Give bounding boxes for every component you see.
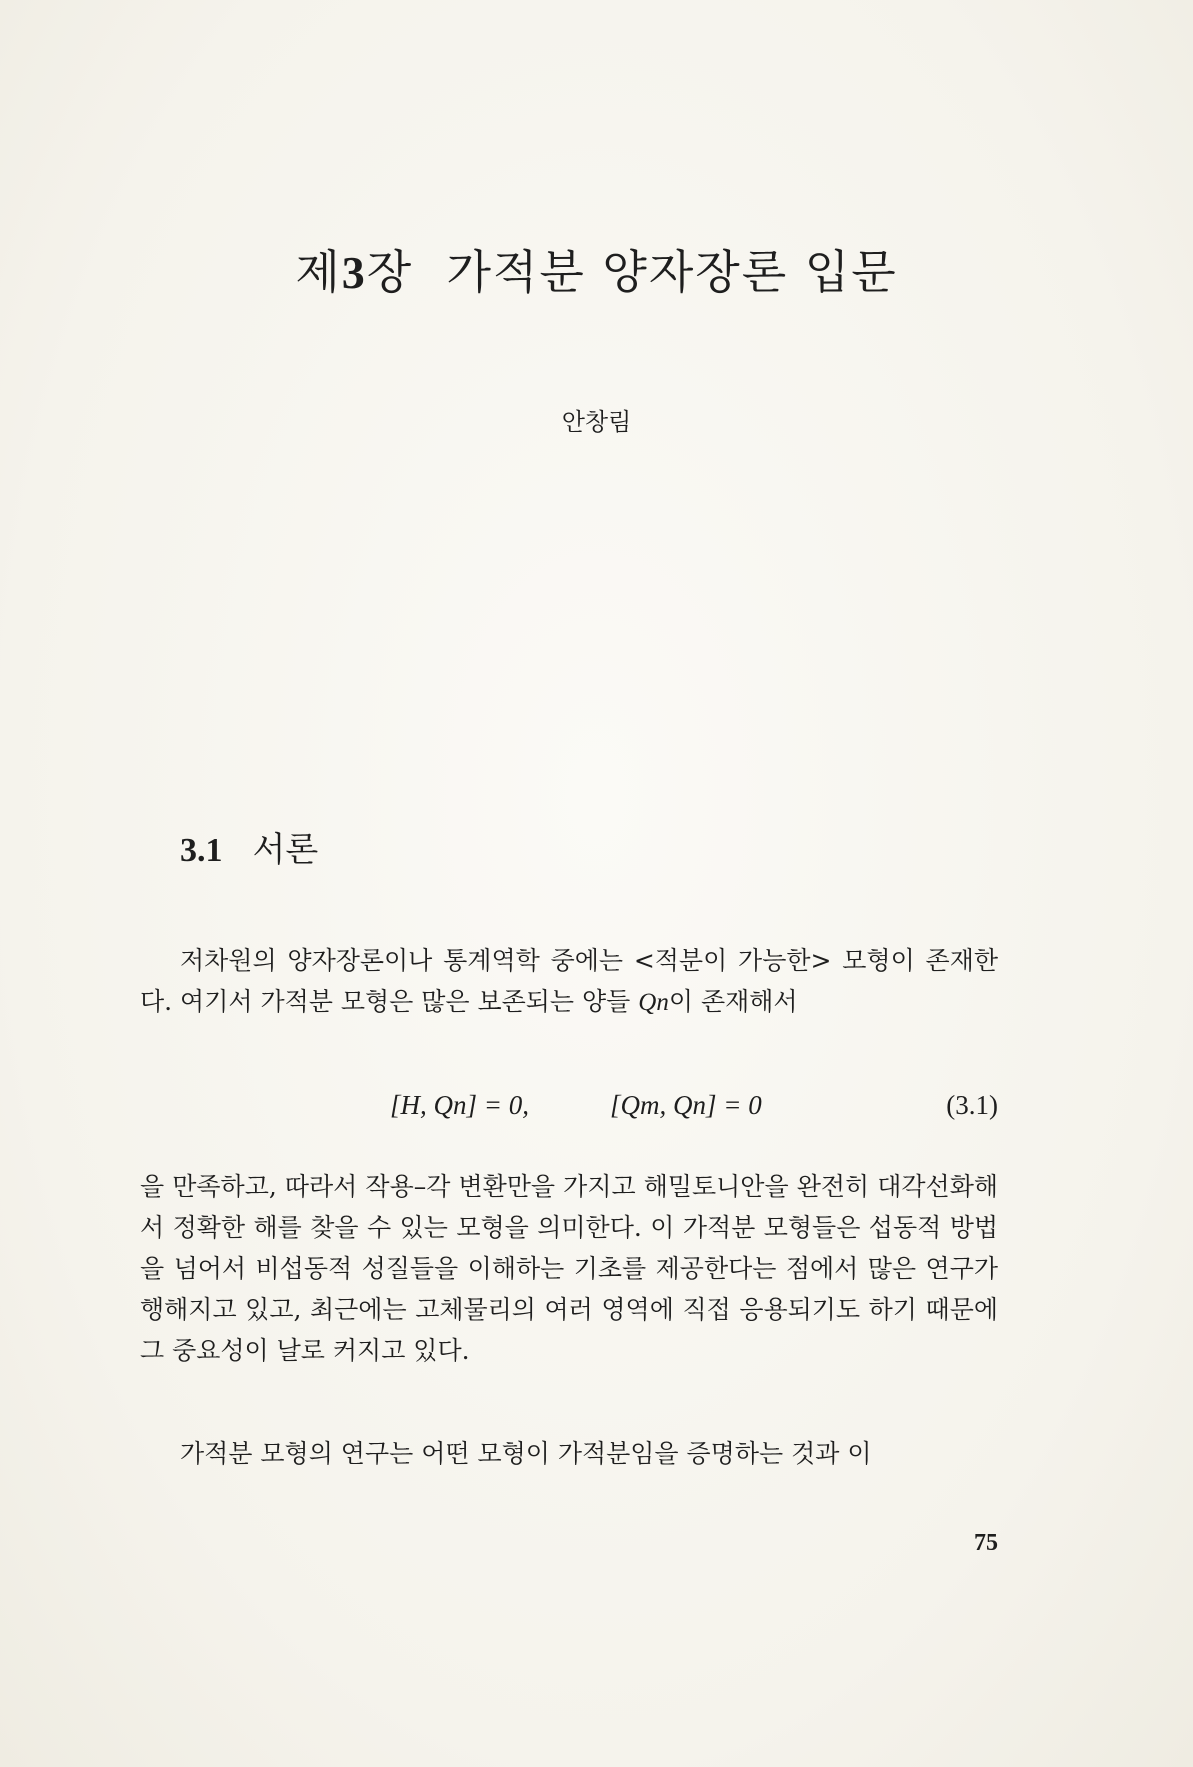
section-heading bbox=[180, 822, 318, 871]
equation-3-1 bbox=[140, 1090, 998, 1134]
equation-left: [H, Qn] = 0, bbox=[390, 1090, 529, 1120]
chapter-suffix: 장 bbox=[366, 245, 414, 299]
paragraph-1 bbox=[140, 940, 998, 1023]
chapter-prefix: 제 bbox=[295, 245, 342, 299]
page-number: 75 bbox=[974, 1530, 998, 1556]
conserved-quantity-symbol: Qn bbox=[638, 989, 669, 1016]
chapter-title bbox=[0, 236, 1193, 302]
chapter-number: 3 bbox=[341, 247, 367, 298]
chapter-title-text: 가적분 양자장론 입문 bbox=[446, 245, 898, 299]
paragraph-1-text-after: 이 존재해서 bbox=[668, 987, 798, 1016]
equation-right: [Qm, Qn] = 0 bbox=[610, 1090, 762, 1120]
author-name: 안창림 bbox=[561, 408, 632, 436]
equation-number: (3.1) bbox=[946, 1090, 998, 1120]
section-title: 서론 bbox=[252, 830, 319, 870]
paragraph-1-text-before: 저차원의 양자장론이나 통계역학 중에는 <적분이 가능한> 모형이 존재한다. 여기서 가적분 모형은 많은 보존되는 양들 bbox=[140, 946, 998, 1016]
section-number: 3.1 bbox=[180, 832, 223, 869]
paragraph-2: 을 만족하고, 따라서 작용–각 변환만을 가지고 해밀토니안을 완전히 대각선화해서 정확한 해를 찾을 수 있는 모형을 의미한다. 이 가적분 모형들은 섭동적 방법을 넘어서 비섭동적 성질들을 이해하는 기초를 제공한다는 점에서 많은 연구가 행해지고 있고, 최근에는 고체물리의 여러 영역에 직접 응용되기도 하기 때문에 그 중요성이 날로 커지고 있다. bbox=[140, 1172, 998, 1365]
paragraph-3: 가적분 모형의 연구는 어떤 모형이 가적분임을 증명하는 것과 이 bbox=[180, 1439, 872, 1468]
